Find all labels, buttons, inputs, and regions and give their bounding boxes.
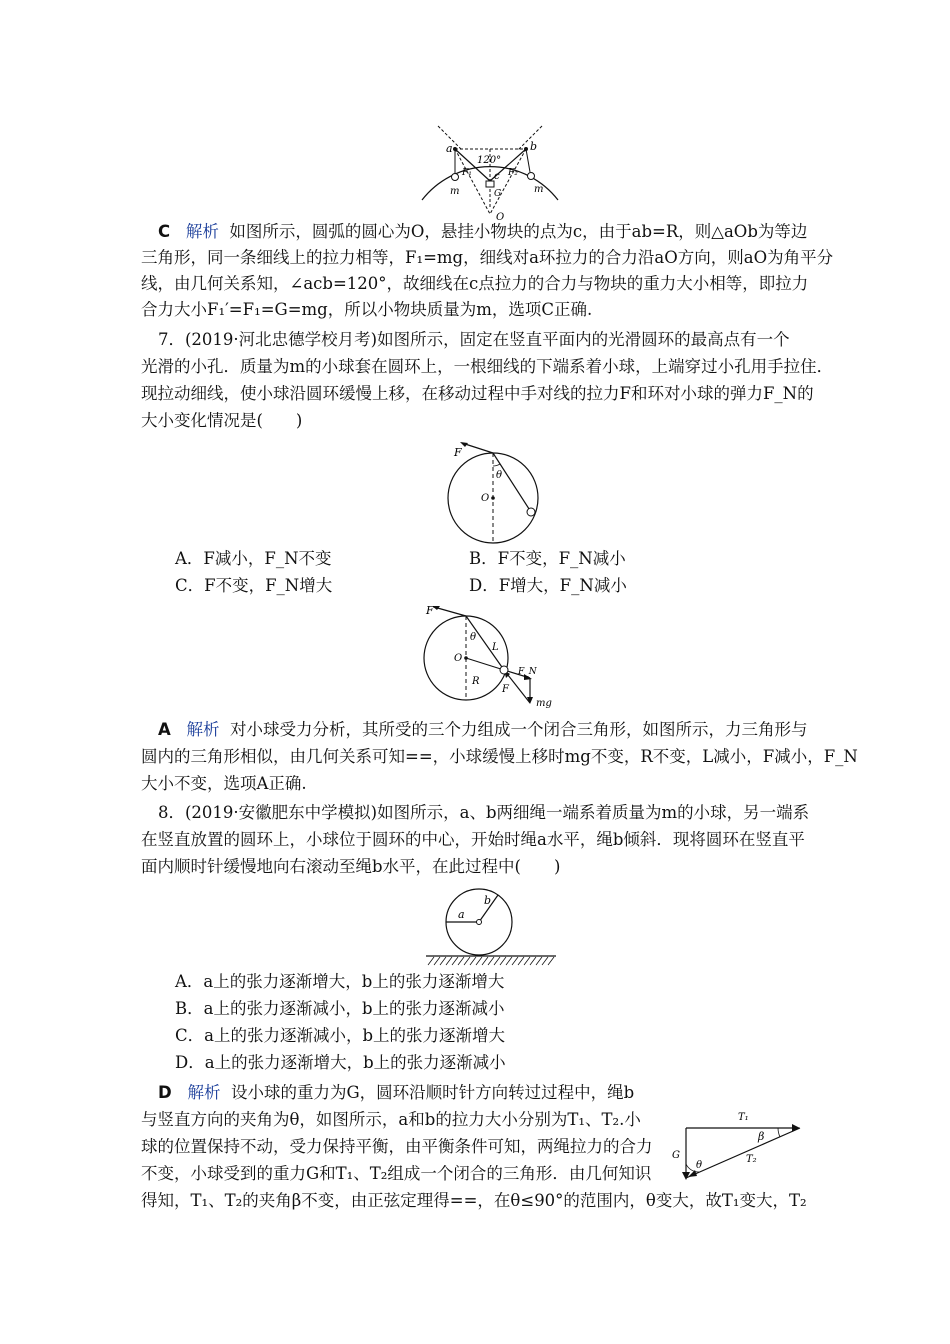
q7-line-2: 光滑的小孔．质量为m的小球套在圆环上，一根细线的下端系着小球，上端穿过小孔用手拉住． — [141, 357, 834, 376]
q8-option-d[interactable]: D．a上的张力逐渐增大，b上的张力逐渐减小 — [175, 1053, 506, 1072]
q8-option-b[interactable]: B．a上的张力逐渐减小，b上的张力逐渐减小 — [175, 999, 505, 1018]
fig1-label-g: G — [494, 189, 502, 199]
fig7b-label-f2: F — [502, 684, 509, 695]
figure-q8-rolling-ring — [420, 885, 560, 967]
sol8-line-3: 球的位置保持不动，受力保持平衡，由平衡条件可知，两绳拉力的合力 — [141, 1137, 653, 1156]
fig7-label-f: F — [454, 446, 462, 459]
figure-q7-ring — [440, 440, 550, 546]
fig1-angle-label: 120° — [477, 155, 502, 166]
sol7-line-1 — [158, 717, 838, 743]
sol8-line-2: 与竖直方向的夹角为θ，如图所示，a和b的拉力大小分别为T₁、T₂.小 — [141, 1110, 641, 1129]
sol6-line-1 — [158, 219, 838, 245]
fig7b-label-f: F — [426, 604, 434, 617]
sol7-line-2: 圆内的三角形相似，由几何关系可知==，小球缓慢上移时mg不变，R不变，L减小，F减小，F_N — [141, 747, 858, 766]
fig1-label-c: c — [494, 171, 500, 182]
sol8-answer: D — [158, 1083, 172, 1102]
q7-option-a[interactable]: A．F减小，F_N不变 — [175, 549, 332, 568]
q8-option-a[interactable]: A．a上的张力逐渐增大，b上的张力逐渐增大 — [175, 972, 505, 991]
fig8-label-a: a — [458, 908, 465, 921]
fig1-label-m-left: m — [450, 186, 460, 197]
fig8b-label-t1: T₁ — [738, 1112, 749, 1123]
sol7-answer: A — [158, 720, 171, 739]
q8-line-2: 在竖直放置的圆环上，小球位于圆环的中心，开始时绳a水平，绳b倾斜．现将圆环在竖直平 — [141, 830, 805, 849]
q8-line-1: 8．(2019·安徽肥东中学模拟)如图所示，a、b两细绳一端系着质量为m的小球，另一端系 — [158, 803, 810, 822]
fig7-label-o: O — [481, 493, 490, 504]
q7-line-1: 7．(2019·河北忠德学校月考)如图所示，固定在竖直平面内的光滑圆环的最高点有一个 — [158, 330, 790, 349]
sol7-tag: 解析 — [186, 720, 220, 739]
sol6-line-4: 合力大小F₁′=F₁=G=mg，所以小物块质量为m，选项C正确. — [141, 300, 593, 319]
sol7-text-1: 对小球受力分析，其所受的三个力组成一个闭合三角形，如图所示，力三角形与 — [230, 720, 808, 739]
fig7b-label-mg: mg — [536, 698, 552, 709]
sol8-tag: 解析 — [187, 1083, 221, 1102]
fig1-label-m-right: m — [534, 184, 544, 195]
q8-option-c[interactable]: C．a上的张力逐渐减小，b上的张力逐渐增大 — [175, 1026, 506, 1045]
fig8b-label-g: G — [672, 1150, 680, 1161]
fig8-label-b: b — [484, 894, 492, 907]
sol6-answer: C — [158, 222, 171, 241]
fig1-label-a: a — [446, 142, 453, 155]
sol6-text-1: 如图所示，圆弧的圆心为O，悬挂小物块的点为c，由于ab=R，则△aOb为等边 — [229, 222, 808, 241]
fig7b-label-l: L — [492, 642, 499, 653]
fig8b-label-theta: θ — [696, 1160, 703, 1171]
fig7b-label-r: R — [472, 676, 480, 687]
q7-line-4: 大小变化情况是( ) — [141, 411, 303, 430]
fig7b-label-fn: F_N — [518, 667, 537, 677]
sol6-tag: 解析 — [185, 222, 219, 241]
q7-option-b[interactable]: B．F不变，F_N减小 — [469, 549, 626, 568]
q7-option-c[interactable]: C．F不变，F_N增大 — [175, 576, 333, 595]
figure-arc-hanging-block — [410, 122, 570, 220]
fig8b-label-beta: β — [758, 1130, 765, 1143]
figure-q7-force-triangle — [418, 602, 568, 712]
fig1-label-f2: F₂ — [508, 168, 518, 178]
fig1-label-o: O — [496, 212, 505, 220]
q7-option-d[interactable]: D．F增大，F_N减小 — [469, 576, 627, 595]
sol8-line-5: 得知，T₁、T₂的夹角β不变，由正弦定理得==，在θ≤90°的范围内，θ变大，故T₁变大，T₂ — [141, 1191, 807, 1210]
sol6-line-3: 线，由几何关系知，∠acb=120°，故细线在c点拉力的合力与物块的重力大小相等，即拉力 — [141, 274, 809, 293]
figure-q8-force-triangle — [668, 1090, 818, 1190]
fig7-label-theta: θ — [496, 470, 503, 481]
q7-line-3: 现拉动细线，使小球沿圆环缓慢上移，在移动过程中手对线的拉力F和环对小球的弹力F_N的 — [141, 384, 814, 403]
q8-line-3: 面内顺时针缓慢地向右滚动至绳b水平，在此过程中( ) — [141, 857, 561, 876]
sol8-text-1: 设小球的重力为G，圆环沿顺时针方向转过过程中，绳b — [230, 1083, 635, 1102]
fig8b-label-t2: T₂ — [746, 1154, 757, 1165]
sol7-line-3: 大小不变，选项A正确. — [141, 774, 307, 793]
sol8-line-4: 不变，小球受到的重力G和T₁、T₂组成一个闭合的三角形．由几何知识 — [141, 1164, 652, 1183]
fig7b-label-theta: θ — [470, 632, 477, 643]
fig1-label-f1: F₁ — [462, 168, 472, 178]
sol6-line-2: 三角形，同一条细线上的拉力相等，F₁=mg，细线对a环拉力的合力沿aO方向，则aO为角平分 — [141, 248, 834, 267]
fig1-label-b: b — [530, 140, 538, 153]
fig7b-label-o: O — [454, 653, 463, 664]
